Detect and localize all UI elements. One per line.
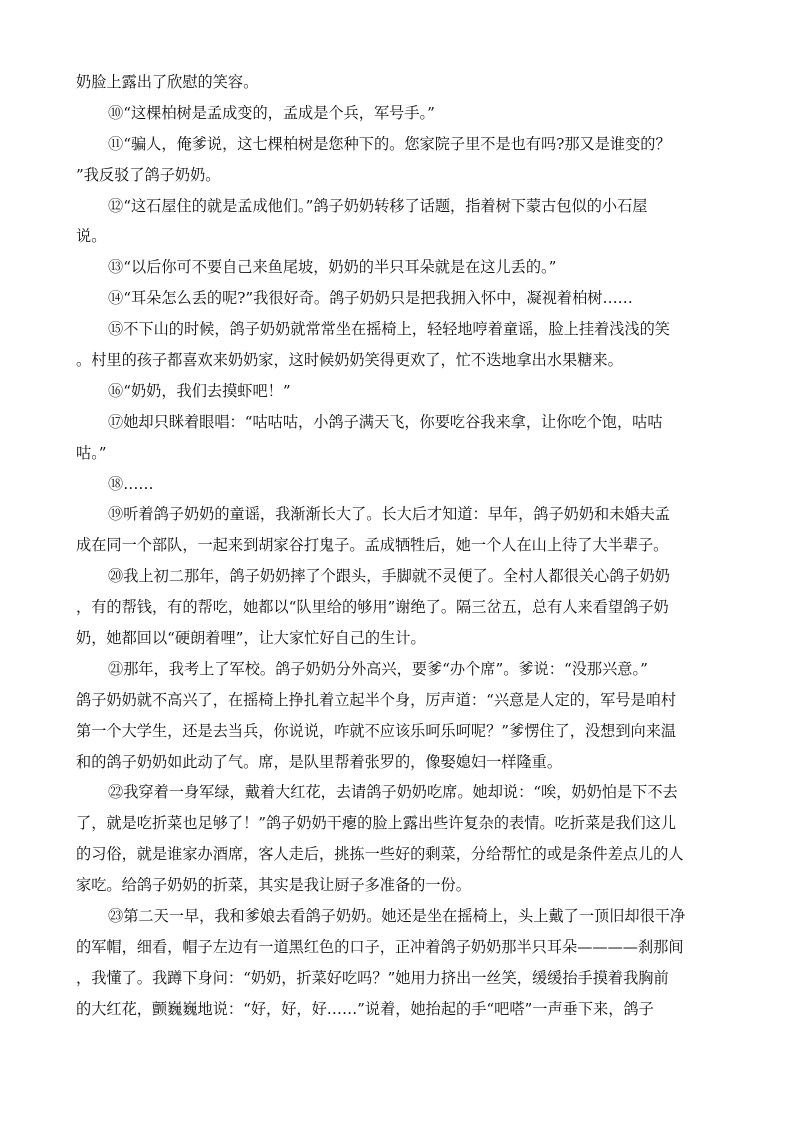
text-line: ㉓第二天一早，我和爹娘去看鸽子奶奶。她还是坐在摇椅上，头上戴了一顶旧却很干净 [108, 907, 686, 926]
text-line: ⑳我上初二那年，鸽子奶奶摔了个跟头，手脚就不灵便了。全村人都很关心鸽子奶奶 [108, 567, 670, 586]
text-line: ⑲听着鸽子奶奶的童谣，我渐渐长大了。长大后才知道：早年，鸽子奶奶和未婚夫孟 [108, 505, 670, 524]
text-line: ㉑那年，我考上了军校。鸽子奶奶分外高兴，要爹“办个席”。爹说：“没那兴意。” [108, 659, 648, 678]
text-line: ，我懂了。我蹲下身问：“奶奶，折菜好吃吗？”她用力挤出一丝笑，缓缓抬手摸着我胸前 [76, 968, 669, 987]
text-line: 成在同一个部队，一起来到胡家谷打鬼子。孟成牺牲后，她一个人在山上待了大半辈子。 [76, 536, 669, 555]
text-line: ⑩“这棵柏树是孟成变的，孟成是个兵，军号手。” [108, 103, 435, 122]
text-line: 的习俗，就是谁家办酒席，客人走后，挑拣一些好的剩菜，分给帮忙的或是条件差点儿的人 [76, 845, 684, 864]
text-line: 。村里的孩子都喜欢来奶奶家，这时候奶奶笑得更欢了，忙不迭地拿出水果糖来。 [76, 351, 623, 370]
text-line: 说。 [76, 227, 107, 246]
text-line: 的大红花，颤巍巍地说：“好，好，好……”说着，她抬起的手“吧嗒”一声垂下来，鸽子 [76, 999, 654, 1018]
text-line: ㉒我穿着一身军绿，戴着大红花，去请鸽子奶奶吃席。她却说：“唉，奶奶怕是下不去 [108, 783, 678, 802]
text-line: ⑪“骗人，俺爹说，这七棵柏树是您种下的。您家院子里不是也有吗?那又是谁变的？ [108, 134, 671, 153]
text-line: ⑱…… [108, 474, 154, 493]
text-line: ，有的帮钱，有的帮吃，她都以“队里给的够用”谢绝了。隔三岔五，总有人来看望鸽子奶 [76, 598, 669, 617]
text-line: ”我反驳了鸽子奶奶。 [76, 165, 221, 184]
text-line: 家吃。给鸽子奶奶的折菜，其实是我让厨子多准备的一份。 [76, 876, 471, 895]
text-line: 的军帽，细看，帽子左边有一道黑红色的口子，正冲着鸽子奶奶那半只耳朵————刹那间 [76, 937, 684, 956]
text-line: 咕。” [76, 443, 107, 462]
text-line: 鸽子奶奶就不高兴了，在摇椅上挣扎着立起半个身，厉声道：“兴意是人定的，军号是咱村 [76, 690, 677, 709]
text-line: ⑫“这石屋住的就是孟成他们。”鸽子奶奶转移了话题，指着树下蒙古包似的小石屋 [108, 196, 648, 215]
document-page [76, 72, 724, 1030]
text-line: ⑰她却只眯着眼唱：“咕咕咕，小鸽子满天飞，你要吃谷我来拿，让你吃个饱，咕咕 [108, 412, 663, 431]
text-line: ⑯“奶奶，我们去摸虾吧！” [108, 381, 291, 400]
text-line: ⑭“耳朵怎么丢的呢?”我很好奇。鸽子奶奶只是把我拥入怀中，凝视着柏树…… [108, 289, 633, 308]
text-line: 和的鸽子奶奶如此动了气。席，是队里帮着张罗的，像娶媳妇一样隆重。 [76, 752, 562, 771]
text-line: ⑬“以后你可不要自己来鱼尾坡，奶奶的半只耳朵就是在这儿丢的。” [108, 258, 557, 277]
text-line: 了，就是吃折菜也足够了！”鸽子奶奶干瘪的脸上露出些许复杂的表情。吃折菜是我们这儿 [76, 814, 677, 833]
text-line: 奶脸上露出了欣慰的笑容。 [76, 73, 259, 91]
text-line: 第一个大学生，还是去当兵，你说说，咋就不应该乐呵乐呵呢？”爹愣住了，没想到向来温 [76, 721, 677, 740]
text-line: 奶，她都回以“硬朗着哩”，让大家忙好自己的生计。 [76, 629, 426, 648]
text-line: ⑮不下山的时候，鸽子奶奶就常常坐在摇椅上，轻轻地哼着童谣，脸上挂着浅浅的笑 [108, 320, 670, 339]
